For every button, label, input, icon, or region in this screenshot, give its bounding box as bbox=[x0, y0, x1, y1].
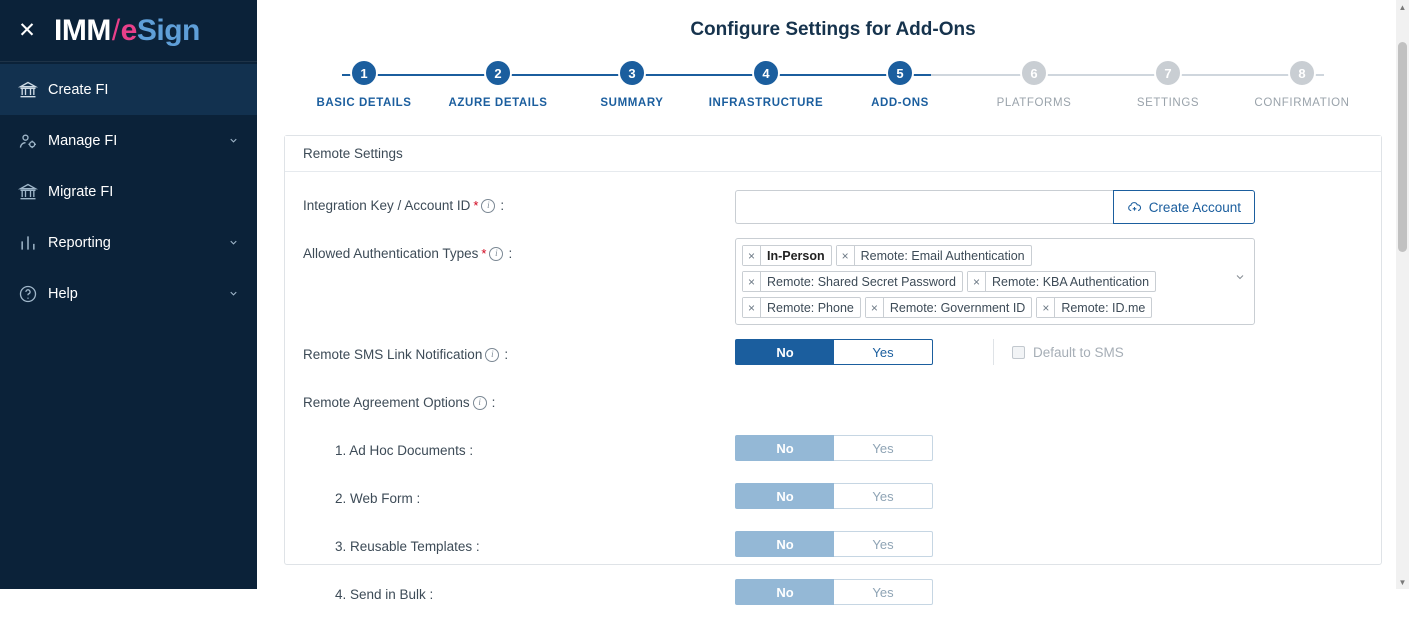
tag-label: Remote: ID.me bbox=[1061, 300, 1146, 315]
label-colon: : bbox=[491, 395, 496, 410]
info-icon[interactable]: i bbox=[473, 396, 487, 410]
sms-notification-label: Remote SMS Link Notification bbox=[303, 347, 483, 362]
sidebar-nav bbox=[0, 62, 257, 319]
main-content bbox=[257, 0, 1409, 602]
auth-types-label-group bbox=[303, 238, 735, 261]
agreement-options-label-group bbox=[303, 387, 735, 410]
chevron-down-icon[interactable] bbox=[228, 288, 239, 299]
step-number: 8 bbox=[1288, 59, 1316, 87]
create-account-button-label: Create Account bbox=[1148, 199, 1241, 215]
app-logo bbox=[54, 14, 200, 48]
step-number: 2 bbox=[484, 59, 512, 87]
send-in-bulk-field-area bbox=[735, 579, 1363, 605]
agreement-options-label: Remote Agreement Options bbox=[303, 395, 470, 410]
scroll-down-icon[interactable]: ▼ bbox=[1398, 577, 1407, 587]
sidebar-item-create-fi[interactable] bbox=[0, 64, 257, 115]
info-icon[interactable]: i bbox=[485, 348, 499, 362]
auth-types-row bbox=[303, 238, 1363, 325]
logo-e-text: e bbox=[120, 13, 137, 47]
step-number: 5 bbox=[886, 59, 914, 87]
page-scrollbar[interactable] bbox=[1396, 0, 1409, 589]
create-account-button[interactable] bbox=[1113, 190, 1255, 224]
wizard-stepper bbox=[297, 59, 1369, 123]
remove-tag-icon[interactable]: × bbox=[743, 272, 761, 291]
sms-notification-label-group bbox=[303, 339, 735, 362]
sidebar-item-label: Reporting bbox=[48, 234, 111, 251]
web-form-toggle[interactable] bbox=[735, 483, 933, 509]
ad-hoc-documents-field-area bbox=[735, 435, 1363, 461]
step-platforms[interactable] bbox=[967, 59, 1101, 109]
label-colon: : bbox=[504, 347, 509, 362]
label-colon: : bbox=[508, 246, 513, 261]
label-colon: : bbox=[500, 198, 505, 213]
chevron-down-icon[interactable] bbox=[1234, 271, 1246, 286]
integration-key-field-area bbox=[735, 190, 1363, 224]
tag-chip bbox=[742, 245, 832, 266]
sidebar-item-manage-fi[interactable] bbox=[0, 115, 257, 166]
step-confirmation[interactable] bbox=[1235, 59, 1369, 109]
remote-settings-panel bbox=[284, 135, 1382, 602]
toggle-option-yes[interactable]: Yes bbox=[834, 435, 933, 461]
page-title: Configure Settings for Add-Ons bbox=[690, 19, 976, 40]
sidebar-item-label: Manage FI bbox=[48, 132, 118, 149]
remove-tag-icon[interactable]: × bbox=[1037, 298, 1055, 317]
step-add-ons[interactable] bbox=[833, 59, 967, 109]
step-summary[interactable] bbox=[565, 59, 699, 109]
toggle-option-no[interactable]: No bbox=[735, 435, 834, 461]
tag-label: In-Person bbox=[767, 248, 825, 263]
sms-notification-row bbox=[303, 339, 1363, 373]
logo-slash-text: / bbox=[111, 13, 120, 47]
bank-arrow-icon bbox=[18, 182, 48, 202]
sidebar-item-reporting[interactable] bbox=[0, 217, 257, 268]
send-in-bulk-toggle[interactable] bbox=[735, 579, 933, 605]
toggle-option-yes[interactable]: Yes bbox=[834, 483, 933, 509]
gear-person-icon bbox=[18, 131, 48, 151]
step-label: PLATFORMS bbox=[996, 97, 1072, 109]
ad-hoc-documents-toggle[interactable] bbox=[735, 435, 933, 461]
vertical-divider bbox=[993, 339, 994, 365]
sidebar-item-migrate-fi[interactable] bbox=[0, 166, 257, 217]
panel-title: Remote Settings bbox=[285, 136, 1381, 172]
integration-key-label: Integration Key / Account ID bbox=[303, 198, 471, 213]
reusable-templates-label: 3. Reusable Templates : bbox=[335, 539, 480, 554]
tag-label: Remote: KBA Authentication bbox=[991, 274, 1150, 289]
send-in-bulk-row bbox=[303, 579, 1363, 613]
step-basic-details[interactable] bbox=[297, 59, 431, 109]
auth-types-label: Allowed Authentication Types bbox=[303, 246, 479, 261]
step-number: 3 bbox=[618, 59, 646, 87]
remove-tag-icon[interactable]: × bbox=[837, 246, 855, 265]
sidebar-item-label: Migrate FI bbox=[48, 183, 114, 200]
info-icon[interactable]: i bbox=[481, 199, 495, 213]
integration-key-label-group bbox=[303, 190, 735, 213]
close-icon[interactable]: ✕ bbox=[18, 19, 36, 42]
chevron-down-icon[interactable] bbox=[228, 135, 239, 146]
chevron-down-icon[interactable] bbox=[228, 237, 239, 248]
toggle-option-yes[interactable]: Yes bbox=[834, 339, 933, 365]
toggle-option-no[interactable]: No bbox=[735, 483, 834, 509]
tag-label: Remote: Phone bbox=[767, 300, 854, 315]
default-to-sms-checkbox[interactable] bbox=[1012, 346, 1025, 359]
tag-chip bbox=[1036, 297, 1152, 318]
ad-hoc-documents-row bbox=[303, 435, 1363, 469]
cloud-plus-icon bbox=[1127, 201, 1142, 213]
bank-icon bbox=[18, 80, 48, 100]
step-number: 7 bbox=[1154, 59, 1182, 87]
step-label: CONFIRMATION bbox=[1254, 97, 1350, 109]
default-to-sms-label: Default to SMS bbox=[1033, 344, 1124, 360]
logo-imm-text: IMM bbox=[54, 13, 111, 47]
question-circle-icon bbox=[18, 284, 48, 304]
tag-label: Remote: Email Authentication bbox=[860, 248, 1025, 263]
integration-key-input-group bbox=[735, 190, 1255, 224]
tag-chip bbox=[967, 271, 1156, 292]
remove-tag-icon[interactable]: × bbox=[968, 272, 986, 291]
required-marker: * bbox=[473, 198, 479, 213]
scrollbar-thumb[interactable] bbox=[1398, 42, 1407, 252]
web-form-field-area bbox=[735, 483, 1363, 509]
step-label: INFRASTRUCTURE bbox=[708, 97, 824, 109]
tag-label: Remote: Shared Secret Password bbox=[767, 274, 956, 289]
tag-chip bbox=[836, 245, 1032, 266]
send-in-bulk-label: 4. Send in Bulk : bbox=[335, 587, 434, 602]
step-label: SUMMARY bbox=[600, 97, 664, 109]
integration-key-input[interactable] bbox=[735, 190, 1113, 224]
required-marker: * bbox=[481, 246, 487, 261]
remove-tag-icon[interactable]: × bbox=[743, 246, 761, 265]
toggle-option-yes[interactable]: Yes bbox=[834, 579, 933, 605]
scroll-up-icon[interactable]: ▲ bbox=[1398, 2, 1407, 12]
sms-notification-toggle[interactable] bbox=[735, 339, 933, 365]
toggle-option-yes[interactable]: Yes bbox=[834, 531, 933, 557]
info-icon[interactable]: i bbox=[489, 247, 503, 261]
agreement-options-row bbox=[303, 387, 1363, 421]
step-label: AZURE DETAILS bbox=[448, 97, 548, 109]
tag-label: Remote: Government ID bbox=[889, 300, 1026, 315]
ad-hoc-documents-label: 1. Ad Hoc Documents : bbox=[335, 443, 474, 458]
sidebar-header bbox=[0, 0, 257, 62]
auth-types-field-area bbox=[735, 238, 1363, 325]
web-form-row bbox=[303, 483, 1363, 517]
integration-key-row bbox=[303, 190, 1363, 224]
step-number: 1 bbox=[350, 59, 378, 87]
logo-sign-text: Sign bbox=[136, 13, 200, 47]
reusable-templates-row bbox=[303, 531, 1363, 565]
remove-tag-icon[interactable]: × bbox=[866, 298, 884, 317]
step-number: 4 bbox=[752, 59, 780, 87]
sidebar bbox=[0, 0, 257, 589]
toggle-option-no[interactable]: No bbox=[735, 531, 834, 557]
toggle-option-no[interactable]: No bbox=[735, 339, 834, 365]
step-label: BASIC DETAILS bbox=[316, 97, 412, 109]
toggle-option-no[interactable]: No bbox=[735, 579, 834, 605]
tag-chip bbox=[742, 297, 861, 318]
panel-body bbox=[285, 172, 1381, 637]
stepper-steps bbox=[297, 59, 1369, 109]
step-number: 6 bbox=[1020, 59, 1048, 87]
sidebar-item-label: Help bbox=[48, 285, 78, 302]
tag-chip bbox=[742, 271, 963, 292]
step-label: SETTINGS bbox=[1136, 97, 1200, 109]
bar-chart-icon bbox=[18, 233, 48, 253]
auth-types-multiselect[interactable] bbox=[735, 238, 1255, 325]
tag-chip bbox=[865, 297, 1032, 318]
step-settings[interactable] bbox=[1101, 59, 1235, 109]
remove-tag-icon[interactable]: × bbox=[743, 298, 761, 317]
reusable-templates-field-area bbox=[735, 531, 1363, 557]
sms-notification-field-area bbox=[735, 339, 1363, 365]
default-to-sms-checkbox-group[interactable] bbox=[1012, 345, 1124, 360]
step-infrastructure[interactable] bbox=[699, 59, 833, 109]
sidebar-item-label: Create FI bbox=[48, 81, 109, 98]
web-form-label: 2. Web Form : bbox=[335, 491, 421, 506]
sidebar-item-help[interactable] bbox=[0, 268, 257, 319]
step-azure-details[interactable] bbox=[431, 59, 565, 109]
reusable-templates-toggle[interactable] bbox=[735, 531, 933, 557]
step-label: ADD-ONS bbox=[871, 97, 929, 109]
